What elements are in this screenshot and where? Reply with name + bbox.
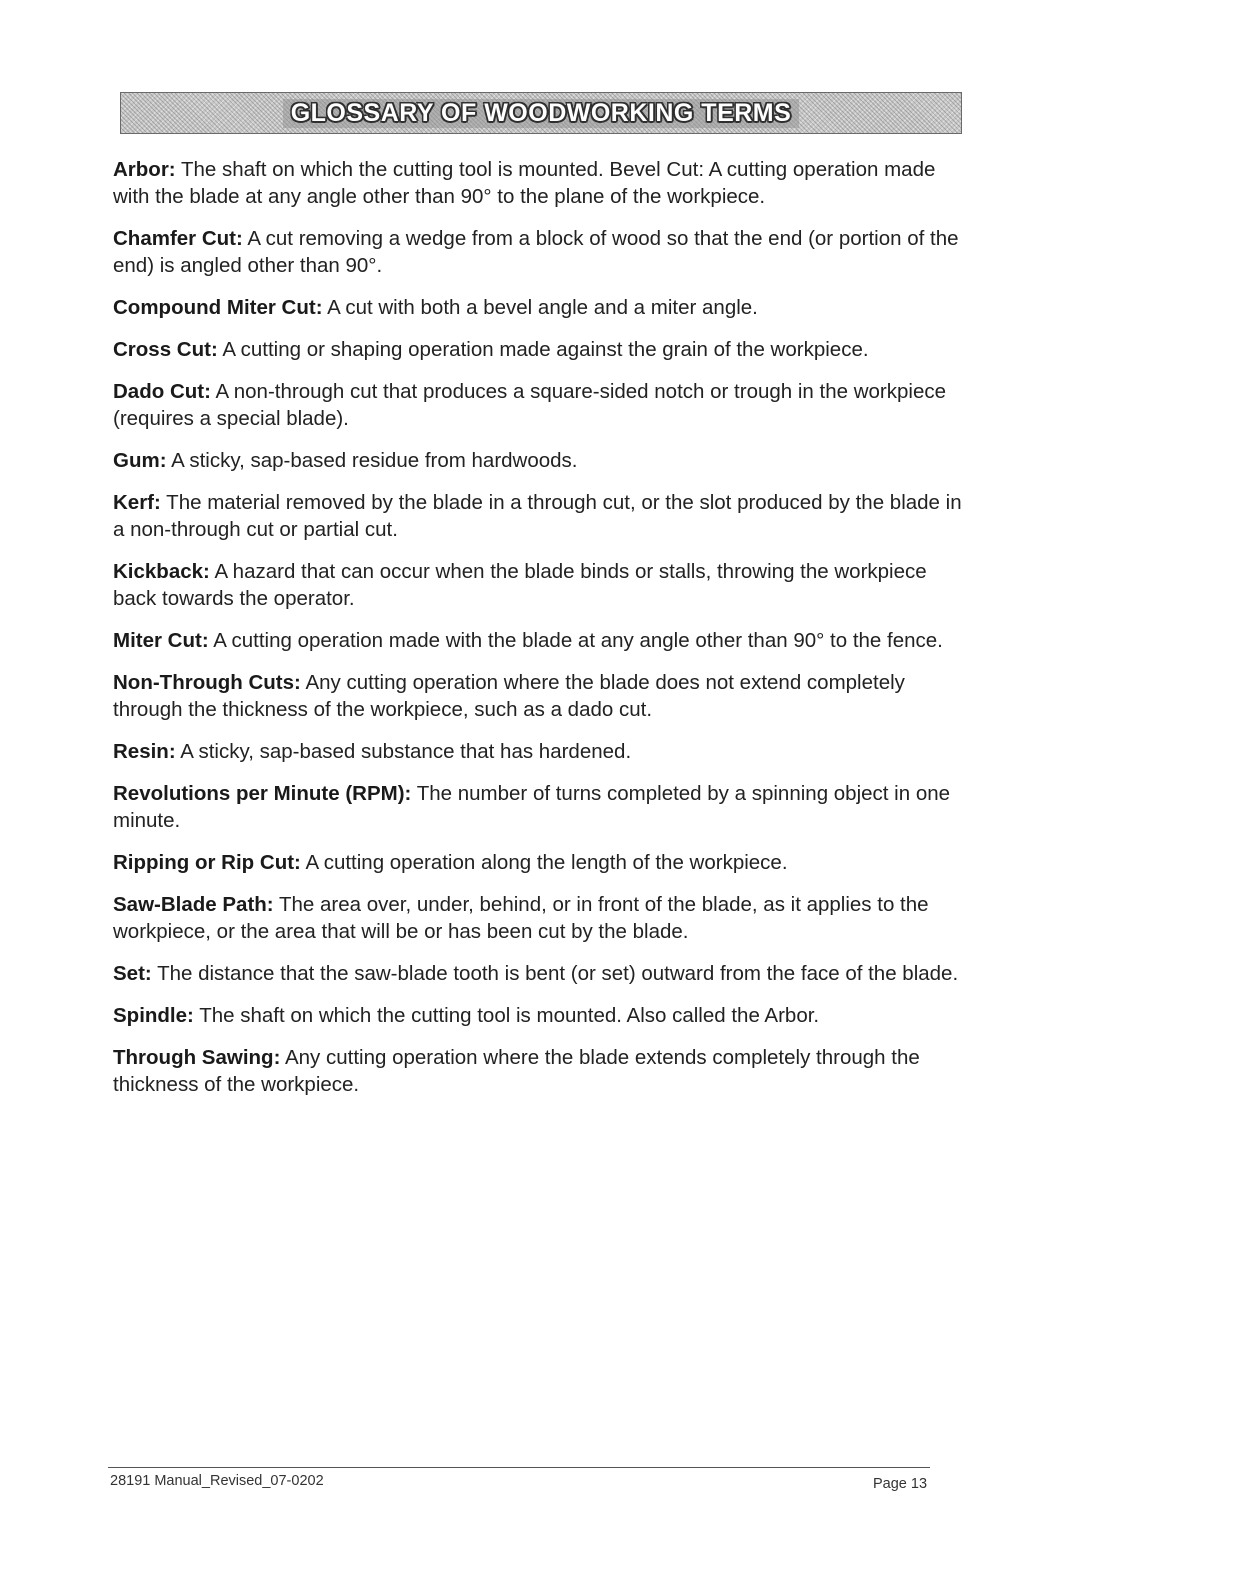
glossary-definition: The number of turns completed by a spinning object in one minute.	[113, 782, 951, 832]
glossary-term: Cross Cut:	[113, 338, 218, 361]
glossary-entry	[113, 780, 963, 834]
glossary-definition: A hazard that can occur when the blade binds or stalls, throwing the workpiece back towards the operator.	[113, 560, 927, 610]
glossary-term: Miter Cut:	[113, 629, 209, 652]
glossary-definition: A cutting operation along the length of the workpiece.	[305, 851, 788, 874]
glossary-entry	[113, 960, 963, 987]
glossary-definition: A cut removing a wedge from a block of wood so that the end (or portion of the end) is angled other than 90°.	[113, 227, 959, 277]
footer-divider	[108, 1467, 930, 1468]
glossary-entry	[113, 294, 963, 321]
glossary-entry	[113, 627, 963, 654]
glossary-definition: A cutting or shaping operation made against the grain of the workpiece.	[222, 338, 869, 361]
glossary-term: Gum:	[113, 449, 167, 472]
glossary-list	[113, 156, 963, 1113]
glossary-term: Dado Cut:	[113, 380, 211, 403]
glossary-entry	[113, 447, 963, 474]
glossary-term: Compound Miter Cut:	[113, 296, 323, 319]
glossary-term: Non-Through Cuts:	[113, 671, 301, 694]
glossary-definition: A non-through cut that produces a square-sided notch or trough in the workpiece (requires a special blade).	[113, 380, 946, 430]
glossary-term: Revolutions per Minute (RPM):	[113, 782, 412, 805]
glossary-entry	[113, 1002, 963, 1029]
glossary-term: Saw-Blade Path:	[113, 893, 274, 916]
glossary-definition: A cutting operation made with the blade at any angle other than 90° to the fence.	[213, 629, 943, 652]
section-title: GLOSSARY OF WOODWORKING TERMS	[283, 99, 800, 128]
glossary-term: Spindle:	[113, 1004, 194, 1027]
glossary-entry	[113, 1044, 963, 1098]
glossary-term: Arbor:	[113, 158, 176, 181]
glossary-definition: The shaft on which the cutting tool is mounted. Bevel Cut: A cutting operation made with the blade at any angle other than 90° to the plane of the workpiece.	[113, 158, 936, 208]
glossary-entry	[113, 336, 963, 363]
glossary-term: Ripping or Rip Cut:	[113, 851, 301, 874]
footer-page-number: Page 13	[873, 1476, 928, 1492]
glossary-entry	[113, 558, 963, 612]
glossary-term: Chamfer Cut:	[113, 227, 243, 250]
glossary-entry	[113, 849, 963, 876]
glossary-definition: The shaft on which the cutting tool is mounted. Also called the Arbor.	[199, 1004, 820, 1027]
glossary-term: Kerf:	[113, 491, 161, 514]
glossary-entry	[113, 378, 963, 432]
glossary-definition: A sticky, sap-based residue from hardwoods.	[171, 449, 578, 472]
glossary-term: Resin:	[113, 740, 176, 763]
glossary-entry	[113, 891, 963, 945]
glossary-term: Set:	[113, 962, 152, 985]
section-banner	[120, 92, 962, 134]
glossary-entry	[113, 738, 963, 765]
glossary-term: Kickback:	[113, 560, 210, 583]
glossary-definition: Any cutting operation where the blade extends completely through the thickness of the workpiece.	[113, 1046, 920, 1096]
glossary-entry	[113, 225, 963, 279]
footer-document-id: 28191 Manual_Revised_07-0202	[110, 1473, 324, 1489]
glossary-definition: A sticky, sap-based substance that has hardened.	[180, 740, 632, 763]
glossary-entry	[113, 669, 963, 723]
glossary-term: Through Sawing:	[113, 1046, 281, 1069]
glossary-entry	[113, 489, 963, 543]
glossary-definition: The distance that the saw-blade tooth is bent (or set) outward from the face of the blade.	[157, 962, 959, 985]
glossary-definition: Any cutting operation where the blade does not extend completely through the thickness of the workpiece, such as a dado cut.	[113, 671, 905, 721]
glossary-definition: The area over, under, behind, or in front of the blade, as it applies to the workpiece, or the area that will be or has been cut by the blade.	[113, 893, 929, 943]
glossary-entry	[113, 156, 963, 210]
glossary-definition: The material removed by the blade in a through cut, or the slot produced by the blade in a non-through cut or partial cut.	[113, 491, 962, 541]
glossary-definition: A cut with both a bevel angle and a miter angle.	[327, 296, 758, 319]
